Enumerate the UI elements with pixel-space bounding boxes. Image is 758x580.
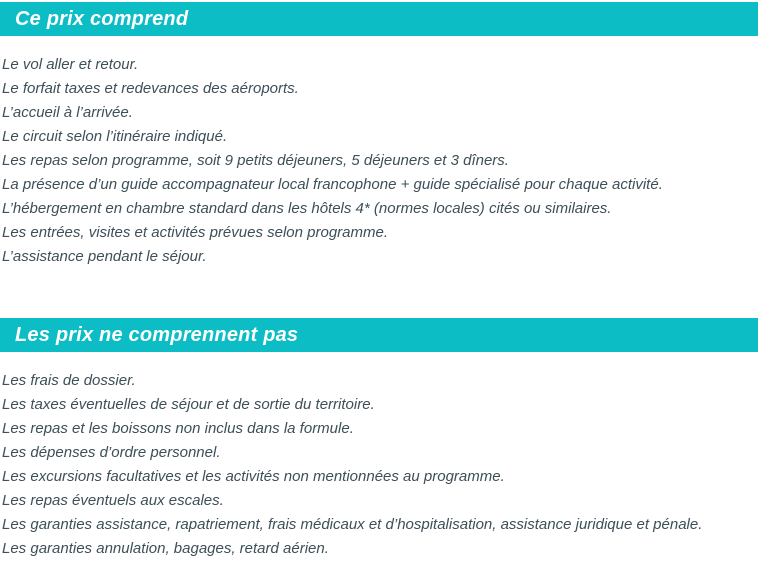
list-item: Les garanties annulation, bagages, retard aérien. (2, 540, 329, 557)
list-item: L’assistance pendant le séjour. (2, 248, 207, 265)
list-item: Les excursions facultatives et les activités non mentionnées au programme. (2, 468, 505, 485)
list-item: Les entrées, visites et activités prévues selon programme. (2, 224, 389, 241)
list-item: Les taxes éventuelles de séjour et de sortie du territoire. (2, 396, 375, 413)
price-excludes-title: Les prix ne comprennent pas (15, 323, 299, 346)
list-item: Les dépenses d’ordre personnel. (2, 444, 221, 461)
list-item: Les frais de dossier. (2, 372, 136, 389)
price-excludes-header-bar (0, 318, 758, 352)
list-item: La présence d’un guide accompagnateur local francophone + guide spécialisé pour chaque activité. (2, 176, 663, 193)
list-item: Le circuit selon l’itinéraire indiqué. (2, 128, 228, 145)
list-item: L’hébergement en chambre standard dans les hôtels 4* (normes locales) cités ou similaires. (2, 200, 612, 217)
list-item: Le forfait taxes et redevances des aéroports. (2, 80, 299, 97)
list-item: Les repas et les boissons non inclus dans la formule. (2, 420, 354, 437)
list-item: L’accueil à l’arrivée. (2, 104, 133, 121)
list-item: Les repas éventuels aux escales. (2, 492, 224, 509)
section-price-includes (0, 2, 758, 269)
price-includes-title: Ce prix comprend (15, 7, 189, 30)
price-includes-list (0, 36, 758, 269)
list-item: Le vol aller et retour. (2, 56, 139, 73)
list-item: Les repas selon programme, soit 9 petits déjeuners, 5 déjeuners et 3 dîners. (2, 152, 509, 169)
price-excludes-list (0, 352, 758, 561)
price-includes-header-bar (0, 2, 758, 36)
section-price-excludes (0, 318, 758, 561)
list-item: Les garanties assistance, rapatriement, frais médicaux et d’hospitalisation, assistance juridique et pénale. (2, 516, 703, 533)
